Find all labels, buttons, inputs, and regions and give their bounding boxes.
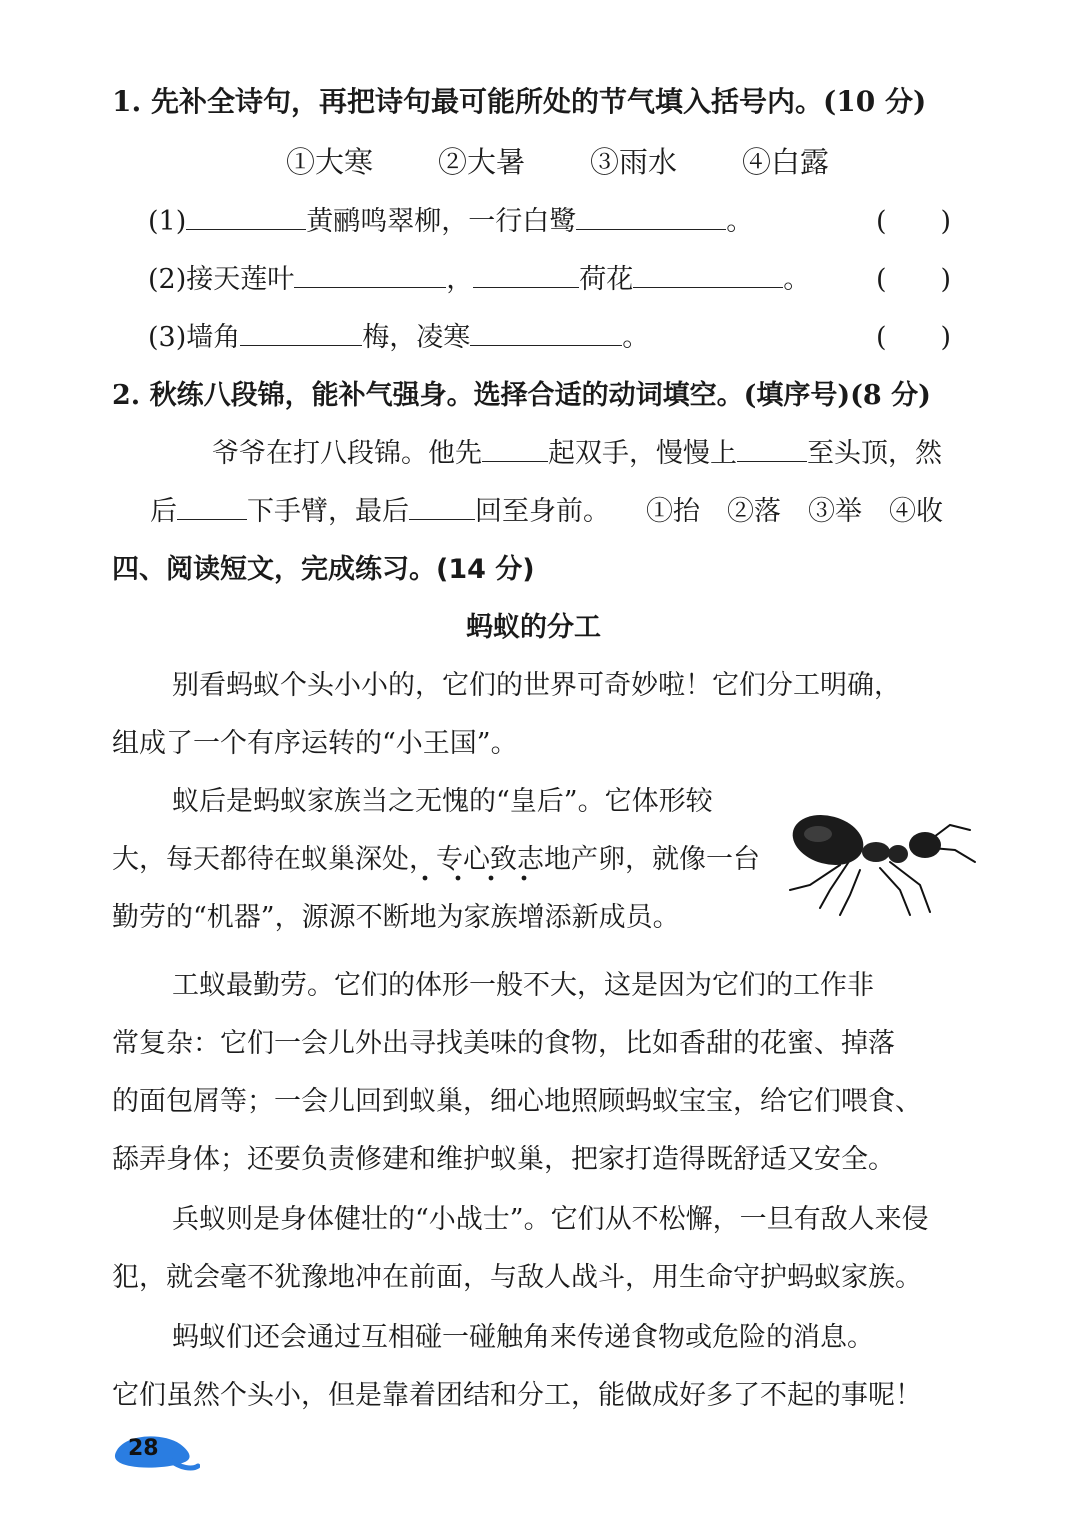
page-number-badge (110, 1430, 200, 1474)
ant-illustration (780, 790, 980, 920)
fill-blank[interactable] (576, 203, 726, 230)
fill-blank[interactable] (737, 435, 807, 462)
q2-line-1: 爷爷在打八段锦。他先 起双手，慢慢上 至头顶，然 (212, 434, 942, 474)
p5-line-1: 蚂蚁们还会通过互相碰一碰触角来传递食物或危险的消息。 (172, 1322, 874, 1353)
fill-blank[interactable] (186, 203, 306, 230)
fill-blank[interactable] (240, 319, 362, 346)
fill-blank[interactable] (482, 435, 548, 462)
fill-blank[interactable] (633, 261, 783, 288)
q1-item-2: (2)接天莲叶 ， 荷花 。 (148, 260, 810, 300)
answer-paren-1[interactable]: ( ) (876, 206, 952, 237)
answer-paren-3[interactable]: ( ) (876, 322, 952, 353)
p4-line-1: 兵蚁则是身体健壮的“小战士”。它们从不松懈，一旦有敌人来侵 (172, 1204, 929, 1235)
page-number: 28 (128, 1436, 159, 1461)
option-1: ①大寒 (286, 145, 374, 179)
p2-line-3: 勤劳的“机器”，源源不断地为家族增添新成员。 (112, 902, 680, 933)
p1-line-1: 别看蚂蚁个头小小的，它们的世界可奇妙啦！它们分工明确， (172, 670, 901, 701)
fill-blank[interactable] (473, 261, 579, 288)
p5-line-2: 它们虽然个头小，但是靠着团结和分工，能做成好多了不起的事呢！ (112, 1380, 922, 1411)
question-2-title: 2. 秋练八段锦，能补气强身。选择合适的动词填空。(填序号)(8 分) (112, 380, 931, 411)
q1-item-1: (1) 黄鹂鸣翠柳，一行白鹭 。 (148, 202, 753, 242)
passage-title: 蚂蚁的分工 (466, 612, 601, 643)
p2-line-1: 蚁后是蚂蚁家族当之无愧的“皇后”。它体形较 (172, 786, 713, 817)
p2-line-2: 大，每天都待在蚁巢深处，专心致志地产卵，就像一台 (112, 844, 760, 875)
q1-item-3: (3)墙角 梅，凌寒 。 (148, 318, 649, 358)
p1-line-2: 组成了一个有序运转的“小王国”。 (112, 728, 518, 759)
p3-line-1: 工蚁最勤劳。它们的体形一般不大，这是因为它们的工作非 (172, 970, 874, 1001)
fill-blank[interactable] (470, 319, 622, 346)
section-4-heading: 四、阅读短文，完成练习。(14 分) (112, 554, 535, 585)
q2-choices: ①抬 ②落 ③举 ④收 (646, 496, 943, 527)
p3-line-3: 的面包屑等；一会儿回到蚁巢，细心地照顾蚂蚁宝宝，给它们喂食、 (112, 1086, 922, 1117)
fill-blank[interactable] (409, 493, 475, 520)
q2-line-2: 后 下手臂，最后 回至身前。 (150, 492, 610, 532)
option-2: ②大暑 (438, 145, 526, 179)
p4-line-2: 犯，就会毫不犹豫地冲在前面，与敌人战斗，用生命守护蚂蚁家族。 (112, 1262, 922, 1293)
answer-paren-2[interactable]: ( ) (876, 264, 952, 295)
option-3: ③雨水 (590, 145, 678, 179)
p3-line-2: 常复杂：它们一会儿外出寻找美味的食物，比如香甜的花蜜、掉落 (112, 1028, 895, 1059)
emphasis-dots (420, 872, 550, 883)
p3-line-4: 舔弄身体；还要负责修建和维护蚁巢，把家打造得既舒适又安全。 (112, 1144, 895, 1175)
option-4: ④白露 (742, 145, 830, 179)
question-1-title: 1. 先补全诗句，再把诗句最可能所处的节气填入括号内。(10 分) (112, 85, 927, 118)
fill-blank[interactable] (177, 493, 247, 520)
fill-blank[interactable] (294, 261, 446, 288)
